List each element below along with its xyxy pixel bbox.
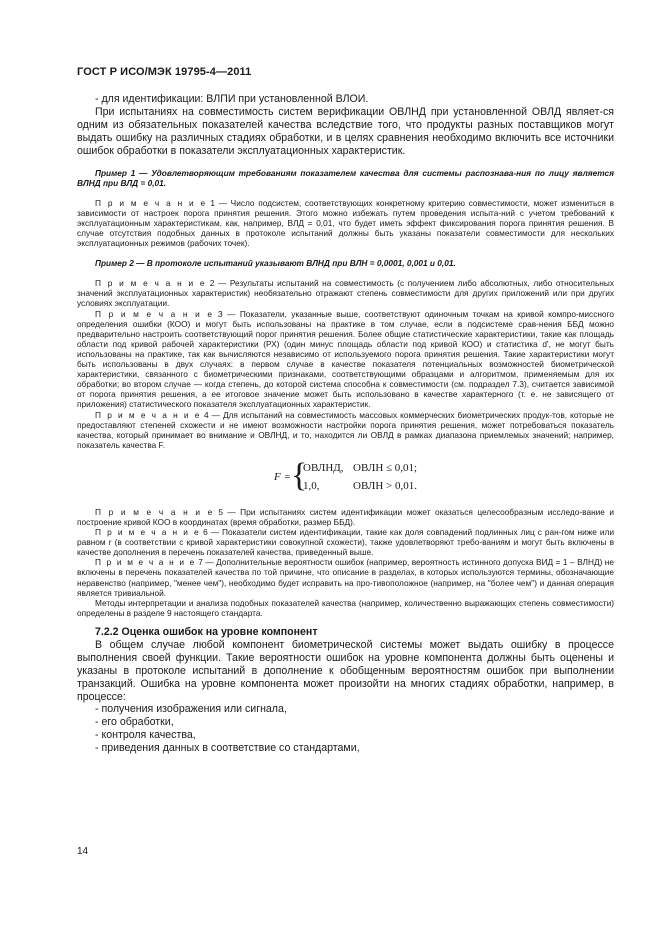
page-header: ГОСТ Р ИСО/МЭК 19795-4—2011 xyxy=(77,66,252,78)
formula-row2-condition: ОВЛН > 0,01. xyxy=(353,479,417,492)
paragraph-methods: Методы интерпретации и анализа подобных показателей качества (например, количественно выражающих степень совместимости) определены в разделе 9 настоящего стандарта. xyxy=(77,597,614,618)
note-label: П р и м е ч а н и е xyxy=(95,506,214,517)
note-5 xyxy=(77,507,614,527)
formula-row1-condition: ОВЛН ≤ 0,01; xyxy=(353,461,418,474)
formula-row1-value: ОВЛНД, xyxy=(303,461,344,474)
note-text: 5 — При испытаниях систем идентификации может оказаться целесообразным исследо-вание и построение кривой КОО в координатах (время обработки, размер ББД). xyxy=(77,506,614,527)
formula-row2-value: 1,0, xyxy=(303,479,320,492)
formula-quality-indicator xyxy=(77,456,614,499)
note-6 xyxy=(77,527,614,557)
list-item: - приведения данных в соответствие со стандартами, xyxy=(95,742,360,755)
list-item: - получения изображения или сигнала, xyxy=(95,703,287,716)
note-text: 2 — Результаты испытаний на совместимость (с получением либо абсолютных, либо относительных значений эксплуатационных характеристик) необязательно отражают степень совместимости для других приложений или при других условиях эксплуатации. xyxy=(77,278,614,309)
paragraph-component-errors: В общем случае любой компонент биометрической системы может выдать ошибку в процессе выполнения своей функции. Такие вероятности ошибок на уровне компонента должны быть оценены и указаны в протоколе испытаний в дополнение к обобщенным вероятностям ошибок при выполнении транзакций. Ошибка на уровне компонента может произойти на многих стадиях обработки, например, в процессе: xyxy=(77,638,614,703)
note-text: 6 — Показатели систем идентификации, такие как доля совпадений подлинных лиц с ран-гом ниже или равном r (в соответствии с кривой характеристики совокупной схожести), также удовлетворяют требо-ваниям и могут быть включены в качестве дополнения в перечень показателей качества, приведенный выше. xyxy=(77,527,614,558)
note-2 xyxy=(77,278,614,308)
note-label: П р и м е ч а н и е xyxy=(95,278,207,289)
paragraph-compatibility: При испытаниях на совместимость систем верификации ОВЛНД при установленной ОВЛД являет-ся одним из обязательных показателей качества вследствие того, что продукты разных поставщиков могут выдать ошибку на различных стадиях обработки, и в целях сравнения необходимо включить все источники ошибок обработки в показатели эксплуатационных характеристик. xyxy=(77,105,614,157)
note-text: 4 — Для испытаний на совместимость массовых коммерческих биометрических продук-тов, которые не предоставляют степеней схожести и не имеют возможности настройки порога принятия решения, может потребоваться показатель качества, который принимает во внимание и ОВЛНД, и то, находится ли ОВЛД в рамках диапазона приемлемых значений; например, показатель качества F. xyxy=(77,409,614,450)
formula-lhs: F = xyxy=(274,470,291,483)
note-label: П р и м е ч а н и е xyxy=(95,557,196,568)
section-heading: 7.2.2 Оценка ошибок на уровне компонент xyxy=(95,625,318,638)
formula-brace: { xyxy=(291,456,308,494)
example-1: Пример 1 — Удовлетворяющим требованиям показателем качества для системы распознава-ния по лицу является ВЛНД при ВЛД = 0,01. xyxy=(77,167,614,188)
page-number: 14 xyxy=(77,846,89,857)
note-label: П р и м е ч а н и е xyxy=(95,197,207,208)
note-text: 3 — Показатели, указанные выше, соответствуют одиночным точкам на кривой компро-миссного определения ошибки (КОО) и могут быть использованы на практике в том случае, если в подсистеме срав-нения ББД можно предварительно настроить соответствующий порог принятия решения. Более общие статистические характеристики, такие как площадь области под кривой рабочей характеристики (РХ) (один минус площадь области под кривой КОО) и статистика d', не могут быть использованы на практике, так как вычисляются независимо от используемого порога принятия решения. Такие характеристики могут быть использованы в двух случаях: в первом случае в качестве показателя потенциальных возможностей биометрической характеристики, связанного с биометрическими признаками, соответствующими образцами и алгоритмом, применяемым для их обработки; во втором случае — когда степень, до которой система способна к совместимости (см. подраздел 7.3), считается зависимой от порога принятия решения, а ее итоговое значение может быть использовано в качестве характерного (т. е. не зависящего от приложения) статистического показателя эксплуатационных характеристик. xyxy=(77,308,614,410)
note-1 xyxy=(77,198,614,248)
note-label: П р и м е ч а н и е xyxy=(95,409,201,420)
note-7 xyxy=(77,557,614,597)
note-label: П р и м е ч а н и е xyxy=(95,527,201,538)
example-2: Пример 2 — В протоколе испытаний указывают ВЛНД при ВЛН = 0,0001, 0,001 и 0,01. xyxy=(95,258,456,269)
note-label: П р и м е ч а н и е xyxy=(95,308,214,319)
note-4 xyxy=(77,410,614,450)
note-text: 1 — Число подсистем, соответствующих конкретному критерию совместимости, может измениться в зависимости от настроек порога принятия решения. Этого можно избежать путем проведения испыта-ний с учетом требований к эксплуатационным характеристикам, как, например, ВЛД = 0,01, что будет иметь эффект фиксирования порога принятия решения. В случае отсутствия подобных данных в протоколе испытаний должны быть указаны показатели совместимости для нескольких эксплуатационных режимов (рабочих точек). xyxy=(77,197,614,249)
document-body xyxy=(77,93,614,755)
list-item: - контроля качества, xyxy=(95,729,196,742)
list-item: - его обработки, xyxy=(95,716,174,729)
note-3 xyxy=(77,309,614,410)
paragraph-identification: - для идентификации: ВЛПИ при установленной ВЛОИ. xyxy=(95,93,369,105)
note-text: 7 — Дополнительные вероятности ошибок (например, вероятность истинного допуска ВИД = 1 – ВЛНД) не включены в перечень показателей качества по той причине, что описание в разделах, в которых используются термины, обозначающие неравенство (например, "менее чем"), необходимо будет исправить на про-тивоположное (например, на "более чем") и данная операция является тривиальной. xyxy=(77,557,614,598)
